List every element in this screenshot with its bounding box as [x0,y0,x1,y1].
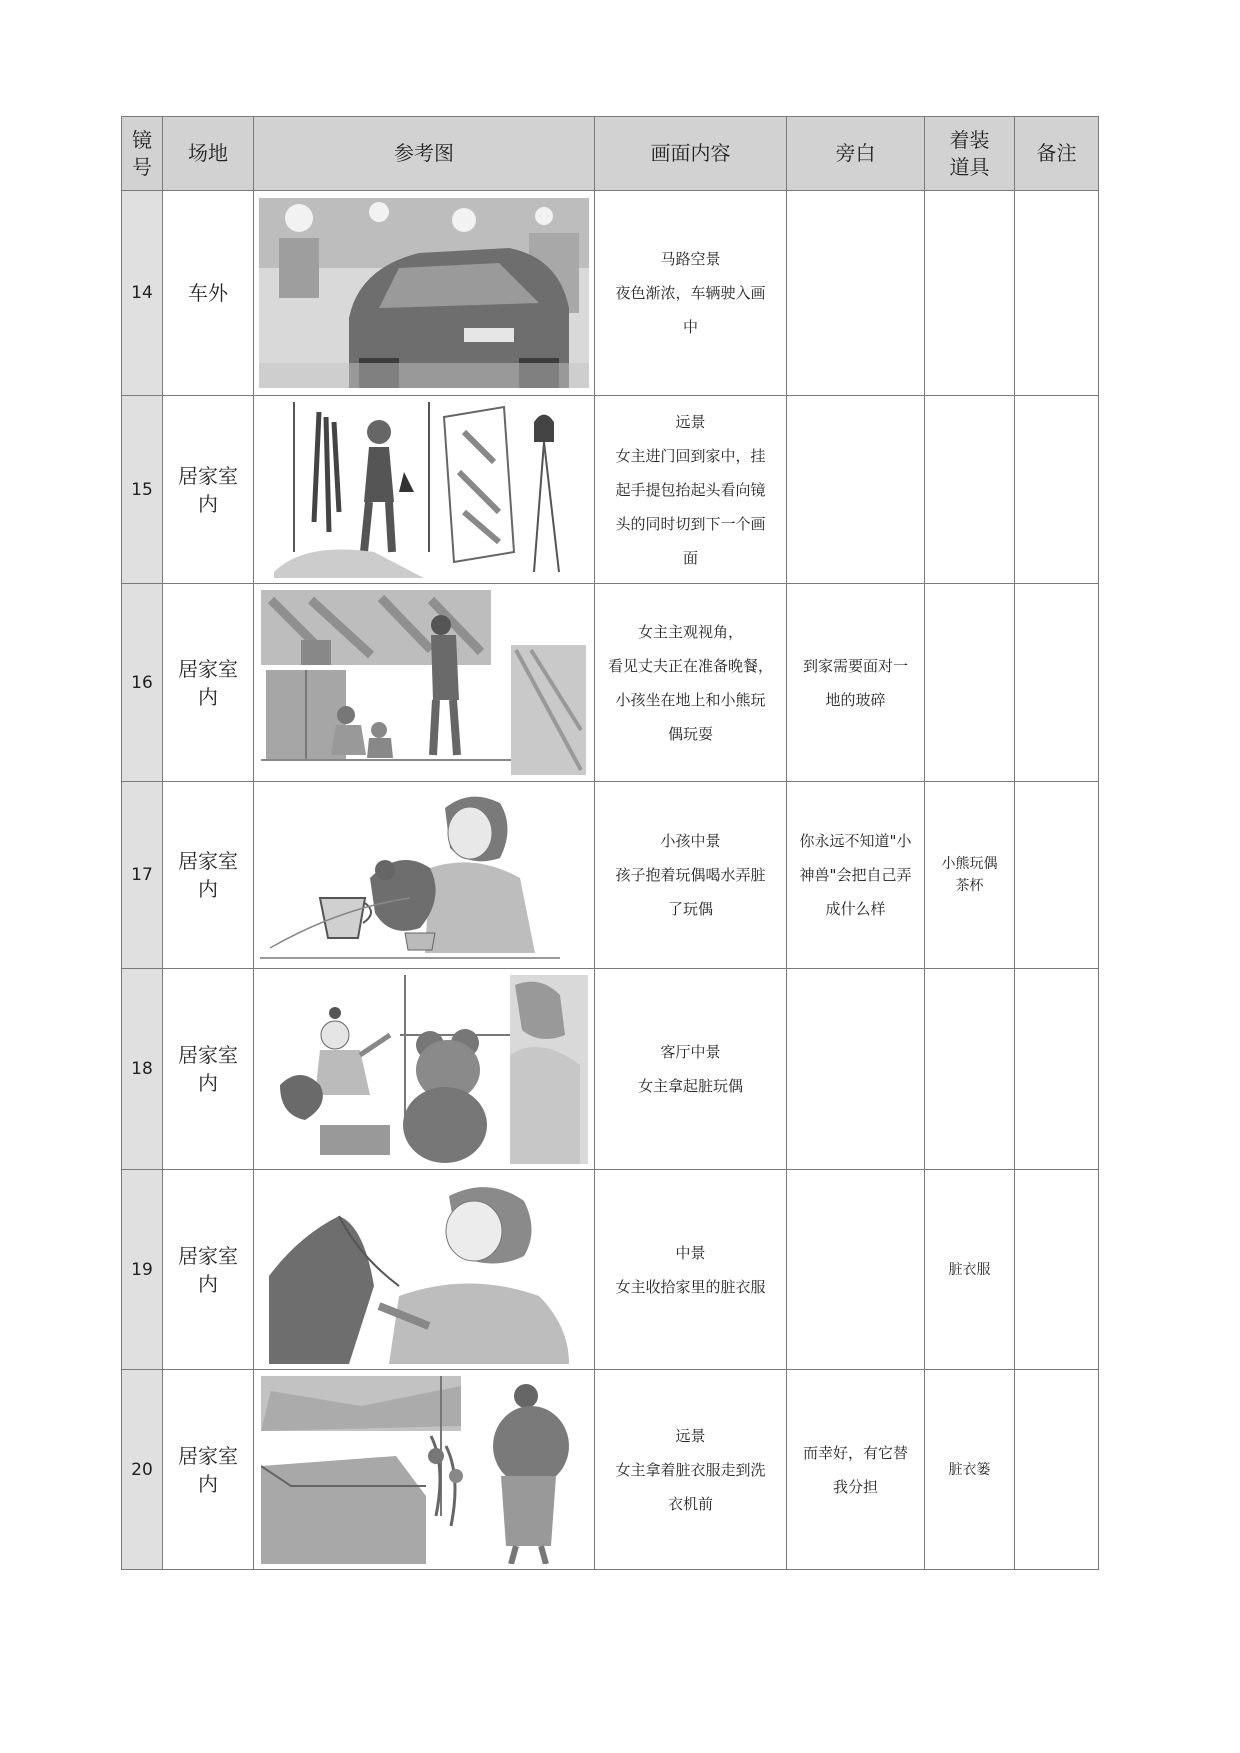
location-cell: 居家室 内 [163,396,254,584]
props-cell [925,969,1015,1170]
header-reference: 参考图 [254,117,595,191]
props-cell [925,396,1015,584]
woman-entering-home-sketch [264,402,584,578]
header-narration: 旁白 [787,117,925,191]
reference-cell [254,191,595,396]
header-location: 场地 [163,117,254,191]
props-cell: 脏衣服 [925,1170,1015,1370]
shot-number: 16 [122,584,163,782]
reference-cell [254,584,595,782]
narration-cell: 而幸好，有它替 我分担 [787,1370,925,1570]
shot-number: 18 [122,969,163,1170]
table-row [122,1170,1099,1370]
shot-number: 14 [122,191,163,396]
shot-number: 20 [122,1370,163,1570]
narration-cell [787,191,925,396]
kitchen-husband-child-sketch [261,590,587,776]
table-row [122,191,1099,396]
content-cell: 女主主观视角， 看见丈夫正在准备晚餐， 小孩坐在地上和小熊玩 偶玩耍 [595,584,787,782]
narration-cell: 你永远不知道"小 神兽"会把自己弄 成什么样 [787,782,925,969]
location-cell: 居家室 内 [163,1170,254,1370]
remarks-cell [1015,584,1099,782]
table-row [122,782,1099,969]
reference-cell [254,396,595,584]
woman-to-washer-sketch [261,1376,587,1564]
content-cell: 小孩中景 孩子抱着玩偶喝水弄脏 了玩偶 [595,782,787,969]
remarks-cell [1015,969,1099,1170]
props-cell: 脏衣篓 [925,1370,1015,1570]
props-cell [925,584,1015,782]
header-shot-no: 镜 号 [122,117,163,191]
content-cell: 中景 女主收拾家里的脏衣服 [595,1170,787,1370]
location-cell: 居家室 内 [163,969,254,1170]
remarks-cell [1015,1370,1099,1570]
reference-cell [254,782,595,969]
props-cell: 小熊玩偶 茶杯 [925,782,1015,969]
table-row [122,396,1099,584]
location-cell: 居家室 内 [163,782,254,969]
narration-cell [787,1170,925,1370]
storyboard-table [121,116,1099,1570]
table-row [122,1370,1099,1570]
reference-cell [254,1370,595,1570]
living-room-teddy-sketch [260,975,588,1164]
shot-number: 19 [122,1170,163,1370]
narration-cell: 到家需要面对一 地的玻碎 [787,584,925,782]
location-cell: 车外 [163,191,254,396]
location-cell: 居家室 内 [163,584,254,782]
narration-cell [787,396,925,584]
header-row [122,117,1099,191]
reference-cell [254,1170,595,1370]
props-cell [925,191,1015,396]
shot-number: 15 [122,396,163,584]
table-row [122,969,1099,1170]
remarks-cell [1015,396,1099,584]
content-cell: 远景 女主拿着脏衣服走到洗 衣机前 [595,1370,787,1570]
woman-collecting-clothes-sketch [269,1176,579,1364]
narration-cell [787,969,925,1170]
table-row [122,584,1099,782]
remarks-cell [1015,191,1099,396]
header-remarks: 备注 [1015,117,1099,191]
night-road-car-sketch [259,198,589,388]
remarks-cell [1015,782,1099,969]
remarks-cell [1015,1170,1099,1370]
child-teddy-cup-sketch [260,788,588,963]
content-cell: 客厅中景 女主拿起脏玩偶 [595,969,787,1170]
content-cell: 远景 女主进门回到家中，挂 起手提包抬起头看向镜 头的同时切到下一个画 面 [595,396,787,584]
reference-cell [254,969,595,1170]
content-cell: 马路空景 夜色渐浓，车辆驶入画 中 [595,191,787,396]
header-content: 画面内容 [595,117,787,191]
shot-number: 17 [122,782,163,969]
header-costume-props: 着装 道具 [925,117,1015,191]
location-cell: 居家室 内 [163,1370,254,1570]
